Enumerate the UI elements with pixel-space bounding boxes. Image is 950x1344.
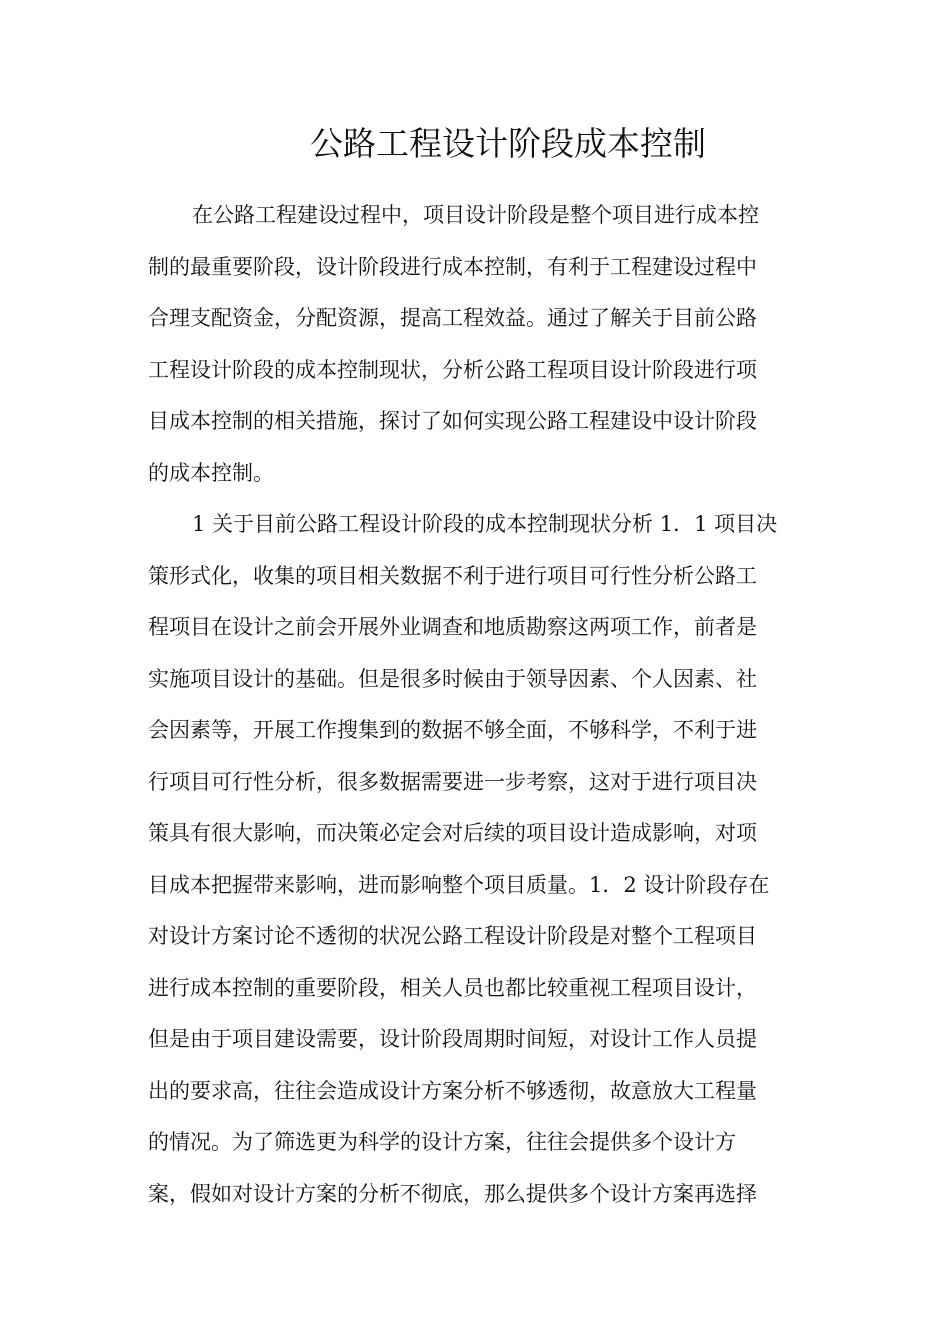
paragraph-line: 但是由于项目建设需要，设计阶段周期时间短，对设计工作人员提 [148,1027,757,1051]
paragraph-line: 行项目可行性分析，很多数据需要进一步考察，这对于进行项目决 [148,769,757,794]
paragraph-line: 策具有很大影响，而决策必定会对后续的项目设计造成影响，对项 [148,821,757,845]
paragraph-line: 制的最重要阶段，设计阶段进行成本控制，有利于工程建设过程中 [148,254,757,279]
paragraph-line: 目成本把握带来影响，进而影响整个项目质量。1．2 设计阶段存在 [148,872,770,897]
paragraph-line: 会因素等，开展工作搜集到的数据不够全面，不够科学，不利于进 [148,718,757,742]
paragraph-line: 在公路工程建设过程中，项目设计阶段是整个项目进行成本控 [192,203,759,227]
paragraph-line: 进行成本控制的重要阶段，相关人员也都比较重视工程项目设计， [148,975,757,1000]
paragraph-line: 工程设计阶段的成本控制现状，分析公路工程项目设计阶段进行项 [148,357,757,382]
paragraph-line: 的成本控制。 [148,460,274,485]
paragraph-line: 出的要求高，往往会造成设计方案分析不够透彻，故意放大工程量 [148,1078,757,1103]
paragraph-line: 的情况。为了筛选更为科学的设计方案，往往会提供多个设计方 [148,1130,736,1154]
paragraph-line: 程项目在设计之前会开展外业调查和地质勘察这两项工作，前者是 [148,615,757,639]
document-body [148,190,808,1220]
paragraph-line: 实施项目设计的基础。但是很多时候由于领导因素、个人因素、社 [148,666,757,691]
paragraph-line: 案，假如对设计方案的分析不彻底，那么提供多个设计方案再选择 [148,1181,757,1206]
document-title: 公路工程设计阶段成本控制 [310,124,706,163]
paragraph-line: 策形式化，收集的项目相关数据不利于进行项目可行性分析公路工 [148,563,757,588]
paragraph-line: 对设计方案讨论不透彻的状况公路工程设计阶段是对整个工程项目 [148,924,757,948]
paragraph-line: 1 关于目前公路工程设计阶段的成本控制现状分析 1．1 项目决 [192,512,778,536]
paragraph-line: 目成本控制的相关措施，探讨了如何实现公路工程建设中设计阶段 [148,409,757,433]
paragraph-line: 合理支配资金，分配资源，提高工程效益。通过了解关于目前公路 [148,306,757,330]
